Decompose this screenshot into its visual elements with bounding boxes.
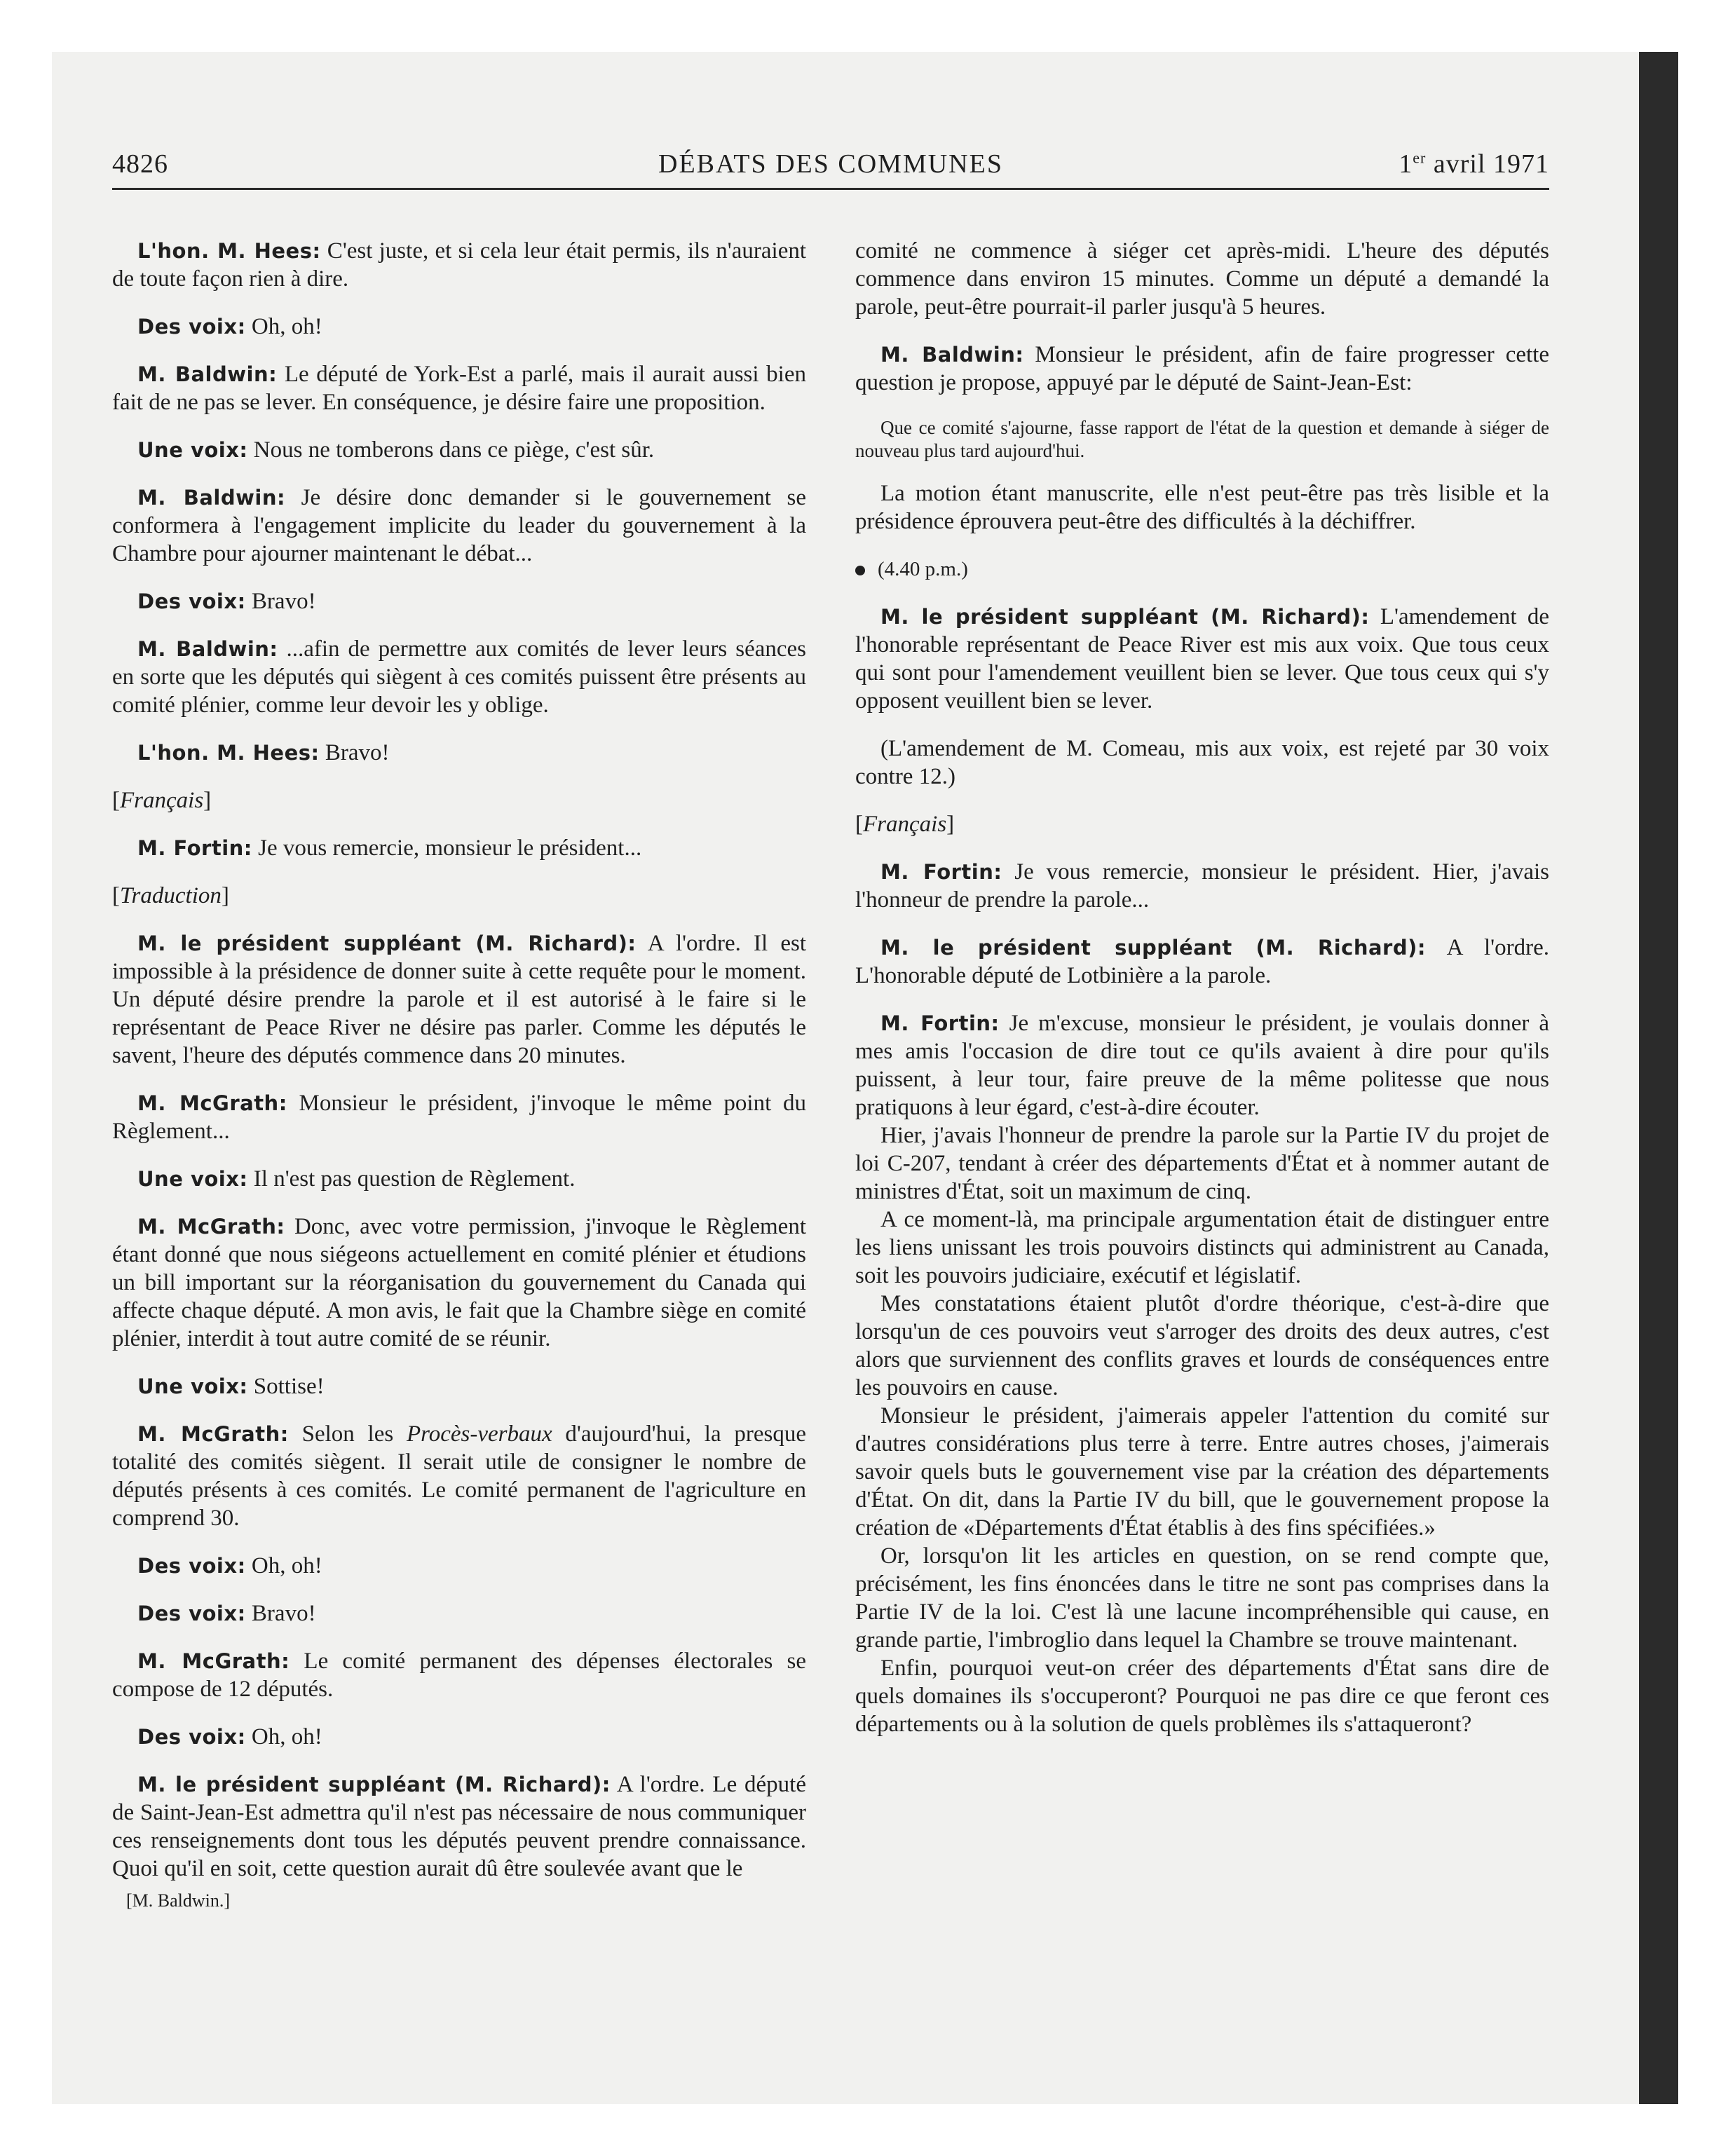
speech-text: A l'ordre. Le député de Saint-Jean-Est admettra qu'il n'est pas nécessaire de nous communiquer ces renseignements dont tous les députés peuvent prendre connaissance. Quoi qu'il en soit, cette question aurait dû être soulevée avant que le [112,1772,806,1881]
paragraph [112,834,806,862]
speech-text: Il n'est pas question de Règlement. [247,1166,576,1192]
speech-text: A l'ordre. Il est impossible à la présidence de donner suite à cette requête pour le moment. Un député désire prendre la parole et il est autorisé à le faire si le représentant de Peace River ne désire pas parler. Comme les députés le savent, l'heure des députés commence dans 20 minutes. [112,931,806,1068]
paragraph: La motion étant manuscrite, elle n'est peut-être pas très lisible et la présidence éprouvera peut-être des difficultés à la déchiffrer. [855,481,1549,534]
page-header [112,143,1549,190]
speech-text: Je désire donc demander si le gouvernement se conformera à l'engagement implicite du leader du gouvernement à la Chambre pour ajourner maintenant le débat... [112,485,806,566]
right-column [855,237,1549,1738]
language-tag: [Traduction] [112,883,229,908]
paragraph [855,341,1549,397]
paragraph [112,1372,806,1400]
document-page [112,143,1549,2035]
time-marker [855,555,1549,583]
speech-text: d'aujourd'hui, la presque totalité des comités siègent. Il serait utile de consigner le nombre de députés présents à ces comités. Le comité permanent de l'agriculture en comprend 30. [112,1421,806,1531]
speaker-name: Des voix: [137,1602,246,1625]
bullet-icon [855,566,865,575]
speech-text: Je m'excuse, monsieur le président, je voulais donner à mes amis l'occasion de dire tout ce qu'ils avaient à dire pour qu'ils puissent, à leur tour, faire preuve de la même politesse que nous pratiquons à leur égard, c'est-à-dire écouter. [855,1011,1549,1120]
paragraph [112,436,806,464]
paragraph [112,313,806,341]
language-tag-label: Français [120,788,204,813]
speech-text: Le comité permanent des dépenses électorales se compose de 12 députés. [112,1649,806,1702]
speaker-name: Des voix: [137,1725,246,1749]
speech-text: Je vous remercie, monsieur le président... [252,835,642,861]
speech-text: A l'ordre. L'honorable député de Lotbinière a la parole. [855,935,1549,988]
speaker-name: M. McGrath: [137,1422,289,1446]
speech-text: ...afin de permettre aux comités de lever leurs séances en sorte que les députés qui siègent à ces comités puissent être présents au comité plénier, comme leur devoir les y oblige. [112,636,807,718]
left-column [112,237,806,1935]
speech-text: Oh, oh! [245,1553,322,1578]
speech-text: Bravo! [245,1601,316,1626]
paragraph: A ce moment-là, ma principale argumentation était de distinguer entre les liens unissant les trois pouvoirs distincts qui administrent au Canada, soit les pouvoirs judiciaire, exécutif et législatif. [855,1207,1549,1288]
speaker-name: Des voix: [137,589,246,613]
speaker-name: L'hon. M. Hees: [137,741,320,765]
paragraph [112,739,806,767]
paragraph [112,1599,806,1628]
speech-text: Monsieur le président, afin de faire progresser cette question je propose, appuyé par le député de Saint-Jean-Est: [855,342,1549,395]
publication-title: DÉBATS DES COMMUNES [658,149,1003,179]
speech-text: Je vous remercie, monsieur le président. Hier, j'avais l'honneur de prendre la parole... [855,859,1549,913]
paragraph: Mes constatations étaient plutôt d'ordre théorique, c'est-à-dire que lorsqu'un de ces pouvoirs veut s'arroger des droits des deux autres, c'est alors que surviennent des conflits graves et lourds de conséquences entre les pouvoirs en cause. [855,1291,1549,1400]
paragraph: Hier, j'avais l'honneur de prendre la parole sur la Partie IV du projet de loi C-207, tendant à créer des départements d'État et à nommer autant de ministres d'État, soit un maximum de cinq. [855,1123,1549,1204]
paragraph [112,1420,806,1532]
paragraph [112,1089,806,1145]
speaker-name: M. McGrath: [137,1091,287,1115]
paragraph [112,484,806,568]
language-tag: [Français] [855,812,955,837]
speaker-name: L'hon. M. Hees: [137,239,321,263]
speaker-name: Une voix: [137,1374,248,1398]
speech-text: Selon les [288,1421,407,1447]
paragraph: Monsieur le président, j'aimerais appeler l'attention du comité sur d'autres considérations plus terre à terre. Entre autres choses, j'aimerais savoir quels buts le gouvernement vise par la création des départements d'État. On dit, dans la Partie IV du bill, que le gouvernement propose la création de «Départements d'État établis à des fins spécifiées.» [855,1403,1549,1541]
speaker-name: M. le président suppléant (M. Richard): [880,605,1370,629]
paragraph [855,934,1549,990]
paragraph [855,858,1549,914]
paragraph [112,1213,806,1353]
speaker-name: M. Baldwin: [137,637,278,661]
speech-text: Oh, oh! [245,314,322,339]
page-number: 4826 [112,149,168,179]
speaker-name: M. Baldwin: [880,343,1024,367]
paragraph [112,1552,806,1580]
footnote: [M. Baldwin.] [126,1890,231,1911]
scan-edge-bar [1639,52,1678,2104]
paragraph [112,237,806,293]
speaker-name: M. McGrath: [137,1215,285,1239]
paragraph [112,635,806,719]
paragraph: Enfin, pourquoi veut-on créer des départements d'État sans dire de quels domaines ils s'occuperont? Pourquoi ne pas dire ce que feront ces départements ou à la solution de quels problèmes ils s'attaqueront? [855,1656,1549,1737]
speaker-name: M. McGrath: [137,1649,290,1673]
page-date [1399,149,1549,179]
speaker-name: M. le président suppléant (M. Richard): [137,932,637,955]
speaker-name: M. le président suppléant (M. Richard): [880,936,1426,960]
date-rest: avril 1971 [1433,149,1549,179]
date-sup: er [1413,149,1427,167]
paragraph [112,929,806,1070]
speech-text: L'amendement de l'honorable représentant de Peace River est mis aux voix. Que tous ceux qui sont pour l'amendement veuillent bien se lever. Que tous ceux qui s'y opposent veuillent bien se lever. [855,604,1549,714]
paragraph [112,1723,806,1751]
paragraph [112,587,806,615]
speaker-name: M. Baldwin: [137,486,286,510]
speech-text: Sottise! [247,1374,325,1399]
time-text: (4.40 p.m.) [878,558,968,580]
paragraph [112,360,806,416]
speaker-name: M. Fortin: [137,836,252,860]
italic-title: Procès-verbaux [406,1421,552,1447]
speech-text: Oh, oh! [245,1724,322,1749]
speech-text: Bravo! [245,589,316,614]
speaker-name: M. Baldwin: [137,362,278,386]
language-tag-label: Français [863,812,947,837]
motion-text: Que ce comité s'ajourne, fasse rapport de l'état de la question et demande à siéger de nouveau plus tard aujourd'hui. [855,417,1549,461]
paragraph [855,603,1549,715]
date-day: 1 [1399,149,1413,179]
paragraph [112,1165,806,1193]
speech-text: Nous ne tomberons dans ce piège, c'est sûr. [247,437,655,463]
paragraph: comité ne commence à siéger cet après-midi. L'heure des députés commence dans environ 15 minutes. Comme un député a demandé la parole, peut-être pourrait-il parler jusqu'à 5 heures. [855,238,1549,320]
language-tag: [Français] [112,788,212,813]
paragraph [855,1009,1549,1121]
speaker-name: Une voix: [137,438,248,462]
speech-text: Donc, avec votre permission, j'invoque le Règlement étant donné que nous siégeons actuellement en comité plénier et étudions un bill important sur la réorganisation du gouvernement du Canada qui affecte chaque député. A mon avis, le fait que la Chambre siège en comité plénier, interdit à tout autre comité de se réunir. [112,1214,806,1351]
speech-text: Le député de York-Est a parlé, mais il aurait aussi bien fait de ne pas se lever. En conséquence, je désire faire une proposition. [112,362,806,415]
speech-text: Bravo! [319,740,390,765]
speech-text: C'est juste, et si cela leur était permis, ils n'auraient de toute façon rien à dire. [112,238,807,292]
paragraph: Or, lorsqu'on lit les articles en question, on se rend compte que, précisément, les fins énoncées dans le titre ne sont pas comprises dans la Partie IV de la loi. C'est là une lacune incompréhensible qui cause, en grande partie, l'imbroglio dans lequel la Chambre se trouve maintenant. [855,1543,1549,1653]
speech-text: Monsieur le président, j'invoque le même point du Règlement... [112,1091,806,1144]
language-tag-label: Traduction [120,883,222,908]
speaker-name: Des voix: [137,1554,246,1578]
speaker-name: M. Fortin: [880,860,1002,884]
speaker-name: Une voix: [137,1167,248,1191]
paragraph [112,1647,806,1703]
speaker-name: M. Fortin: [880,1011,1000,1035]
speaker-name: M. le président suppléant (M. Richard): [137,1773,611,1796]
speaker-name: Des voix: [137,315,246,339]
paragraph [112,1770,806,1883]
vote-result: (L'amendement de M. Comeau, mis aux voix, est rejeté par 30 voix contre 12.) [855,736,1549,789]
